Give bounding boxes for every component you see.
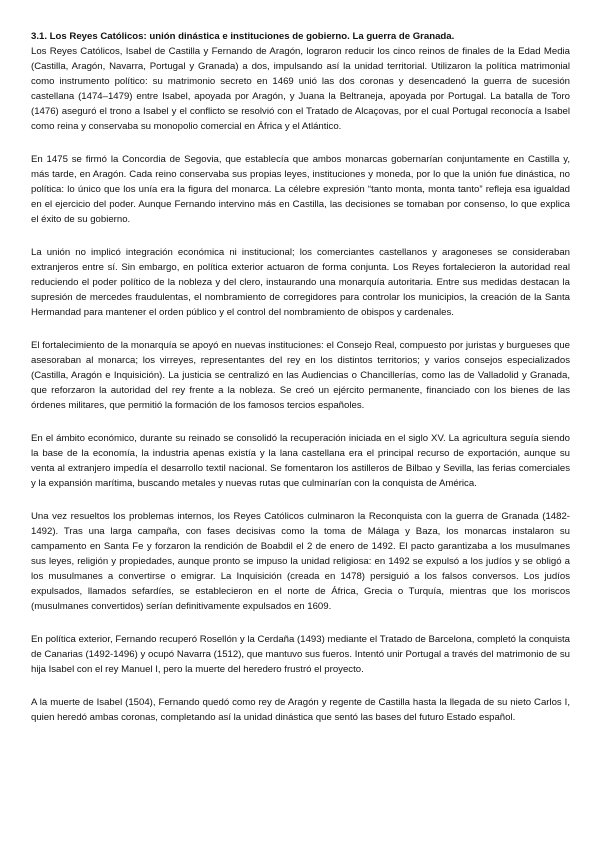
document-title: 3.1. Los Reyes Católicos: unión dinástica e instituciones de gobierno. La guerra de Granada. <box>31 31 455 42</box>
paragraph-8: A la muerte de Isabel (1504), Fernando quedó como rey de Aragón y regente de Castilla hasta la llegada de su nieto Carlos I, quien heredó ambas coronas, completando así la unidad dinástica que sentó las bases del futuro Estado español. <box>31 697 570 723</box>
paragraph-2: En 1475 se firmó la Concordia de Segovia, que establecía que ambos monarcas gobernarían conjuntamente en Castilla y, más tarde, en Aragón. Cada reino conservaba sus propias leyes, instituciones y moneda, por lo que la unión fue dinástica, no política: lo único que los unía era la figura del monarca. La célebre expresión “tanto monta, monta tanto” refleja esa igualdad en el ejercicio del poder. Aunque Fernando intervino más en Castilla, las decisiones se tomaban por consenso, lo que explica el éxito de su gobierno. <box>31 154 570 225</box>
paragraph-4: El fortalecimiento de la monarquía se apoyó en nuevas instituciones: el Consejo Real, compuesto por juristas y burgueses que asesoraban al monarca; los virreyes, representantes del rey en los distintos territorios; y varios consejos especializados (Castilla, Aragón e Inquisición). La justicia se centralizó en las Audiencias o Chancillerías, como las de Valladolid y Granada, que reforzaron la autoridad del rey frente a la nobleza. Se creó un ejército permanente, financiado con los bienes de las órdenes militares, que permitió la formación de los famosos tercios españoles. <box>31 340 570 411</box>
paragraph-6: Una vez resueltos los problemas internos, los Reyes Católicos culminaron la Reconquista con la guerra de Granada (1482-1492). Tras una larga campaña, con fases decisivas como la toma de Málaga y Baza, los monarcas instalaron su campamento en Santa Fe y forzaron la rendición de Boabdil el 2 de enero de 1492. El pacto garantizaba a los musulmanes sus leyes, religión y propiedades, aunque pronto se impuso la unidad religiosa: en 1492 se expulsó a los judíos y se obligó a los musulmanes a convertirse o emigrar. La Inquisición (creada en 1478) persiguió a los falsos conversos. Los judíos expulsados, llamados sefardíes, se establecieron en el norte de África, Grecia o Turquía, mientras que los moriscos (musulmanes convertidos) serían definitivamente expulsados en 1609. <box>31 511 570 612</box>
paragraph-1: Los Reyes Católicos, Isabel de Castilla y Fernando de Aragón, lograron reducir los cinco reinos de finales de la Edad Media (Castilla, Aragón, Navarra, Portugal y Granada) a dos, impulsando así la unidad territorial. Utilizaron la política matrimonial como instrumento político: su matrimonio secreto en 1469 unió las dos coronas y desencadenó la guerra de sucesión castellana (1474–1479) entre Isabel, apoyada por Aragón, y Juana la Beltraneja, apoyada por Portugal. La batalla de Toro (1476) aseguró el trono a Isabel y el conflicto se resolvió con el Tratado de Alcaçovas, por el cual Portugal reconocía a Isabel como reina y conservaba su monopolio comercial en África y el Atlántico. <box>31 46 570 132</box>
paragraph-5: En el ámbito económico, durante su reinado se consolidó la recuperación iniciada en el siglo XV. La agricultura seguía siendo la base de la economía, la industria apenas existía y la lana castellana era el principal recurso de exportación, aunque su venta al extranjero impedía el desarrollo textil nacional. Se fomentaron los astilleros de Bilbao y Sevilla, las ferias comerciales y la expansión marítima, buscando metales y nuevas rutas que culminarían con la conquista de América. <box>31 433 570 489</box>
paragraph-3: La unión no implicó integración económica ni institucional; los comerciantes castellanos y aragoneses se consideraban extranjeros entre sí. Sin embargo, en política exterior actuaron de forma conjunta. Los Reyes fortalecieron la autoridad real reduciendo el poder político de la nobleza y del clero, instaurando una monarquía autoritaria. Entre sus medidas destacan la supresión de mercedes fraudulentas, el nombramiento de corregidores para controlar los municipios, la creación de la Santa Hermandad para mantener el orden público y el control del nombramiento de obispos y cardenales. <box>31 247 570 318</box>
paragraph-7: En política exterior, Fernando recuperó Rosellón y la Cerdaña (1493) mediante el Tratado de Barcelona, completó la conquista de Canarias (1492-1496) y ocupó Navarra (1512), que mantuvo sus fueros. Intentó unir Portugal a través del matrimonio de su hija Isabel con el rey Manuel I, pero la muerte del heredero frustró el proyecto. <box>31 634 570 675</box>
